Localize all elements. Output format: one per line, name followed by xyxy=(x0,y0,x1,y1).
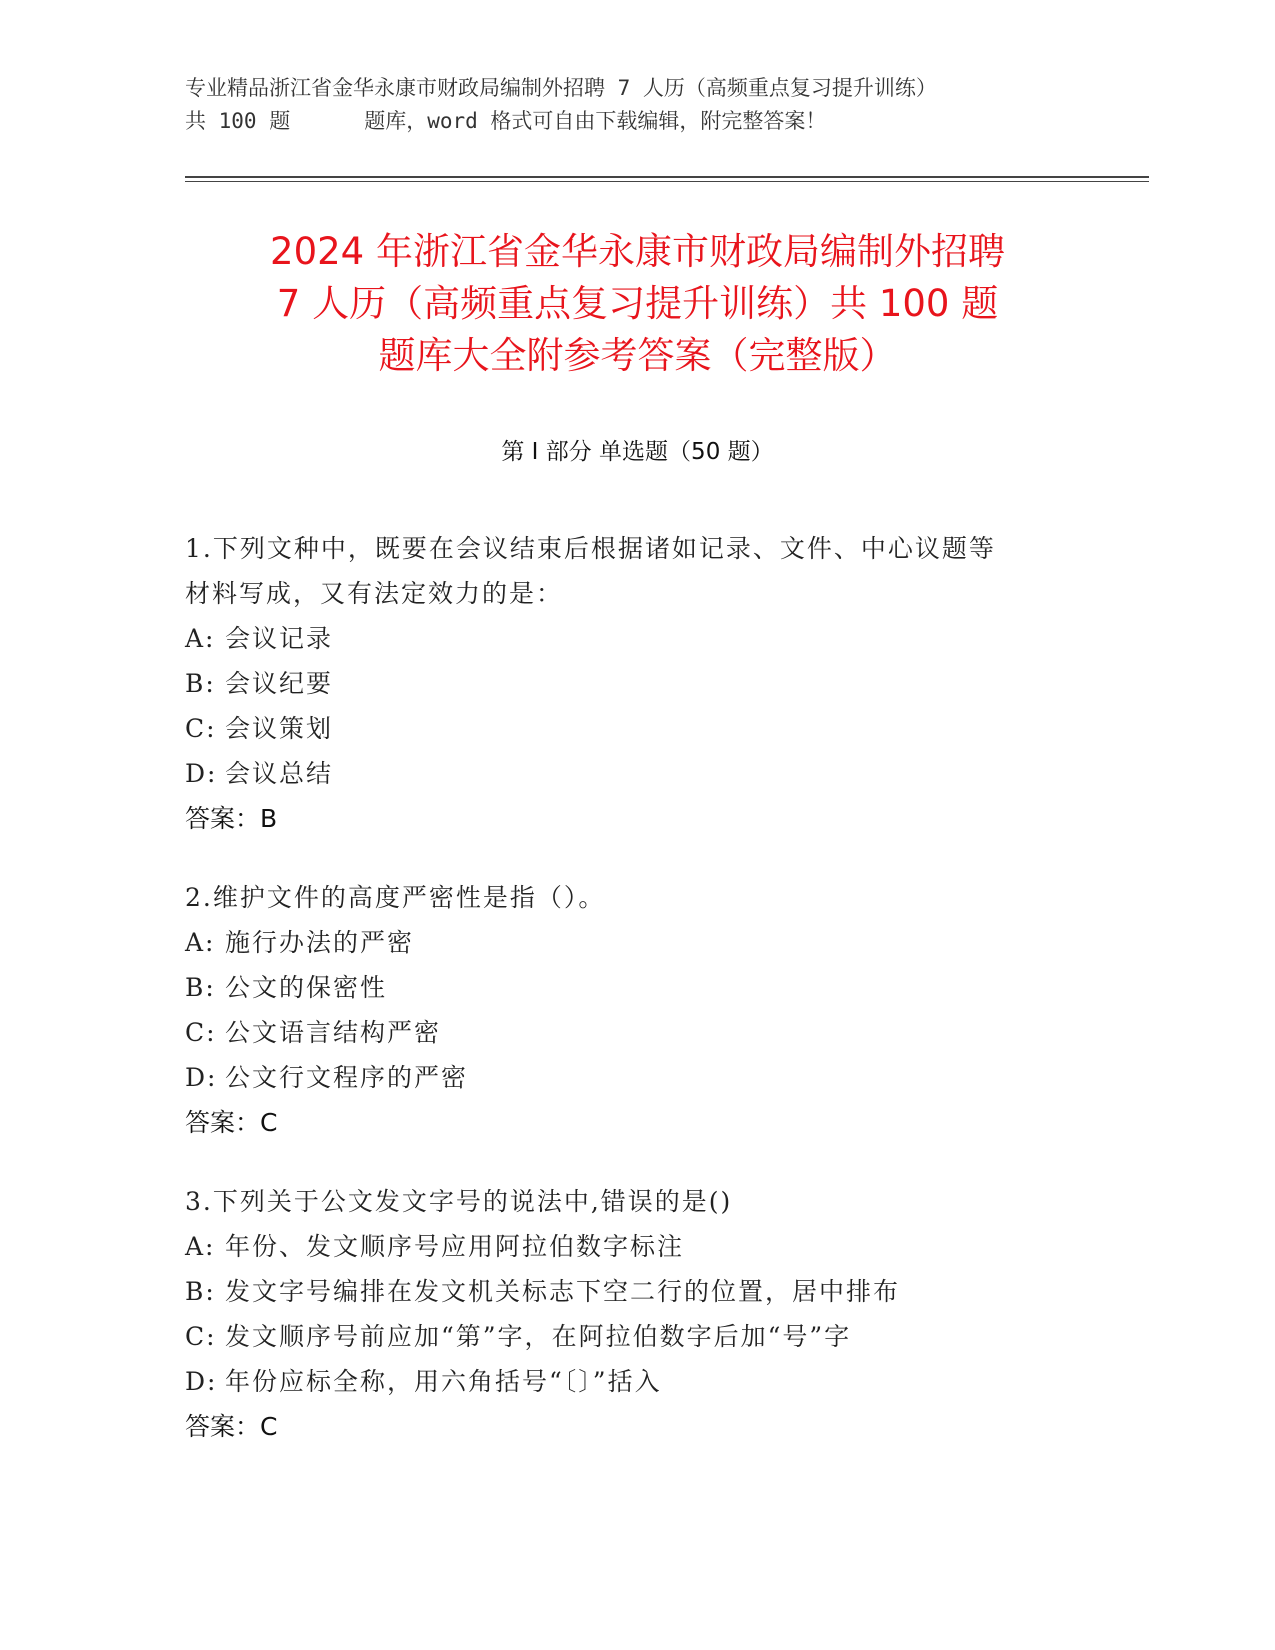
option-c xyxy=(185,1010,1085,1055)
option-key: B: xyxy=(185,973,216,1002)
option-d xyxy=(185,751,1085,796)
option-a xyxy=(185,616,1085,661)
section-title: 第 I 部分 单选题（50 题） xyxy=(501,439,774,465)
option-key: C: xyxy=(185,714,217,743)
option-text: 会议纪要 xyxy=(225,669,334,698)
option-a xyxy=(185,1224,1085,1269)
option-key: A: xyxy=(185,1232,216,1261)
title-line-2: 7 人历（高频重点复习提升训练）共 100 题 xyxy=(276,282,999,325)
answer-line: 答案：C xyxy=(185,1412,278,1441)
option-text: 施行办法的严密 xyxy=(225,928,415,957)
option-d xyxy=(185,1359,1085,1404)
option-key: C: xyxy=(185,1322,217,1351)
option-text: 公文语言结构严密 xyxy=(225,1018,442,1047)
option-key: A: xyxy=(185,624,216,653)
option-key: D: xyxy=(185,1063,218,1092)
question-list xyxy=(185,526,1085,1483)
title-line-3: 题库大全附参考答案（完整版） xyxy=(378,334,897,377)
answer-line: 答案：C xyxy=(185,1108,278,1137)
header-rule-thin xyxy=(185,181,1149,182)
answer-line: 答案：B xyxy=(185,804,278,833)
option-text: 会议记录 xyxy=(225,624,334,653)
option-text: 会议策划 xyxy=(225,714,334,743)
option-text: 年份应标全称，用六角括号“〔〕”括入 xyxy=(225,1367,662,1396)
option-text: 发文字号编排在发文机关标志下空二行的位置，居中排布 xyxy=(225,1277,901,1306)
option-key: D: xyxy=(185,759,218,788)
option-c xyxy=(185,706,1085,751)
title-line-1: 2024 年浙江省金华永康市财政局编制外招聘 xyxy=(270,230,1005,273)
option-c xyxy=(185,1314,1085,1359)
option-b xyxy=(185,965,1085,1010)
option-key: A: xyxy=(185,928,216,957)
header-line-2-left: 共 100 题 xyxy=(185,109,291,133)
header-rule-thick xyxy=(185,176,1149,178)
option-text: 公文的保密性 xyxy=(225,973,388,1002)
option-key: B: xyxy=(185,669,216,698)
option-text: 公文行文程序的严密 xyxy=(225,1063,469,1092)
option-a xyxy=(185,920,1085,965)
option-key: B: xyxy=(185,1277,216,1306)
option-text: 年份、发文顺序号应用阿拉伯数字标注 xyxy=(225,1232,685,1261)
question-3 xyxy=(185,1179,1085,1449)
option-d xyxy=(185,1055,1085,1100)
document-title xyxy=(150,226,1125,382)
question-stem-continued: 材料写成，又有法定效力的是： xyxy=(185,579,564,608)
header-line-2-right: 题库，word 格式可自由下载编辑，附完整答案！ xyxy=(364,109,827,133)
option-text: 会议总结 xyxy=(225,759,334,788)
option-b xyxy=(185,661,1085,706)
header-line-1: 专业精品浙江省金华永康市财政局编制外招聘 7 人历（高频重点复习提升训练） xyxy=(185,76,937,100)
header-line-2 xyxy=(185,105,1085,138)
option-text: 发文顺序号前应加“第”字，在阿拉伯数字后加“号”字 xyxy=(225,1322,852,1351)
option-key: C: xyxy=(185,1018,217,1047)
question-1 xyxy=(185,526,1085,841)
option-key: D: xyxy=(185,1367,218,1396)
question-2 xyxy=(185,875,1085,1145)
question-stem: 2.维护文件的高度严密性是指（）。 xyxy=(185,883,606,912)
page-header xyxy=(185,72,1085,138)
question-stem: 1.下列文种中，既要在会议结束后根据诸如记录、文件、中心议题等 xyxy=(185,534,996,563)
option-b xyxy=(185,1269,1085,1314)
question-stem: 3.下列关于公文发文字号的说法中,错误的是() xyxy=(185,1187,733,1216)
